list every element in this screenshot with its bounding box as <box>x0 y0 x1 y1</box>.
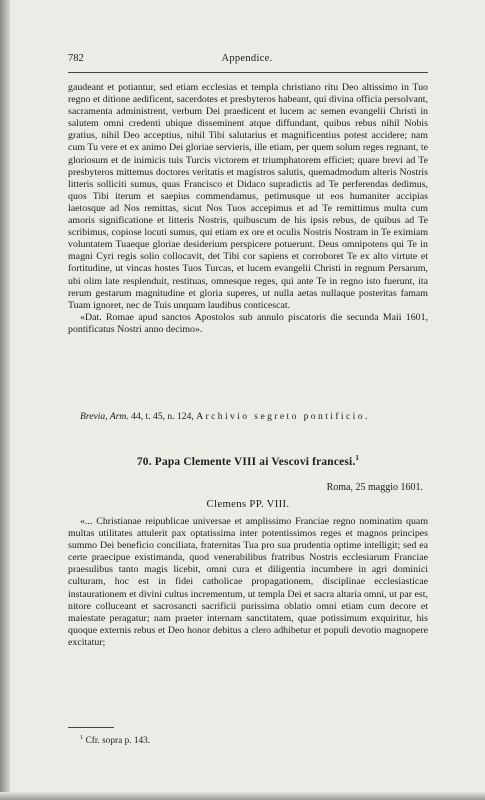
footnote <box>80 732 420 747</box>
source-archive: Archivio segreto pontificio. <box>196 411 370 422</box>
document-title-text: 70. Papa Clemente VIII ai Vescovi francesi. <box>136 455 356 468</box>
page-bottom-shadow <box>0 792 485 800</box>
footnote-text: Cfr. sopra p. 143. <box>83 736 151 747</box>
page-number: 782 <box>68 53 84 64</box>
source-citation <box>80 411 426 423</box>
source-collection: Brevia, Arm. <box>80 411 129 422</box>
running-head <box>68 53 426 67</box>
footnote-reference: 1 <box>355 454 360 462</box>
body-text <box>68 82 428 336</box>
page-edge-shadow <box>0 0 10 800</box>
letter-text <box>68 516 428 649</box>
letter-paragraph-1: «... Christianae reipublicae universae et amplissimo Franciae regno nominatim quam multas utilitates attulerit pax optatissima inter potentissimos reges et magnos principes summo Dei beneficio conciliata, fraternitas Tua pro sua prudentia optime intelligit; sed ea certe praecipue existimanda, quod venerabilibus fratribus Nostris ecclesiarum Franciae praesulibus tanto magis licebit, omni cura et diligentia incumbere in agri dominici culturam, hoc est in fidei catholicae propagationem, disciplinae ecclesiasticae instaurationem et divini cultus incrementum, ut templa Dei et sacra altaria omni, ut par est, nitore colluceant et sacrosancti sacrificii purissima oblatio omni etiam cum decore et maiestate peragatur; nam praeter internam sanctitatem, quae potissimum exquiritur, his quoque externis rebus et Deo honor debitus a clero adhibetur et populi devotio magnopere excitatur; <box>68 516 428 648</box>
header-rule <box>68 72 428 73</box>
document-title <box>68 454 428 468</box>
body-paragraph-1: gaudeant et potiantur, sed etiam ecclesias et templa christiano ritu Deo altissimo in Tuo regno et ditione aedificent, sacerdotes et presbyteros habeant, qui divina officia persolvant, sacramenta administrent, verbum Dei praedicent et lucem ac semen evangelii Christi in salutem omni credenti ubique disseminent atque diffundant, quibus rebus nihil Nobis gratius, nihil Deo acceptius, nihil Tibi salutarius et magnificentius potest accidere; nam cum Tu vere et ex animo Dei gloriae servieris, ille etiam, per quem solum reges regnant, te gloriosum et de inimicis tuis Turcis victorem et triumphatorem efficiet; quare brevi ad Te presbyteros mittemus doctores veritatis et magistros salutis, quemadmodum alteris Nostris litteris solliciti sumus, quas Francisco et Didaco supradictis ad Te perferendas dedimus, quos Tibi iterum et saepius commendamus, petimusque ut eos humaniter accipias laetosque ad Nos remittas, sicut Nos Tuos accepimus et ad Te remittimus multa cum amoris significatione et litteris Nostris, quibuscum de his ipsis rebus, de quibus ad Te scribimus, copiose locuti sumus, qui etiam ex ore et oculis Nostris Nostram in Te eximiam voluntatem Tuaeque gloriae desiderium perspicere potuerunt. Deus omnipotens qui Te in magni Cyri regis solio collocavit, det Tibi cor sapiens et corroboret Te ex alto virtute et fortitudine, ut vincas hostes Tuos Turcas, et lucem evangelii Christi in regnum Persarum, ubi olim late resplenduit, restituas, omnesque reges, qui ante Te in regno isto fuerunt, ita rerum gestarum magnitudine et gloria superes, ut nulla aetas nullaque posteritas famam Tuam ignoret, nec de Tuis unquam laudibus conticescat. <box>68 82 428 311</box>
sender: Clemens PP. VIII. <box>206 498 290 510</box>
dateline: Roma, 25 maggio 1601. <box>326 482 423 493</box>
running-title: Appendice. <box>221 53 273 64</box>
footnote-rule <box>68 727 114 728</box>
footnote-marker: 1 <box>80 734 84 741</box>
body-paragraph-2: «Dat. Romae apud sanctos Apostolos sub annulo piscatoris die secunda Maii 1601, pontificatus Nostri anno decimo». <box>68 311 428 335</box>
source-reference: 44, t. 45, n. 124, <box>128 411 197 422</box>
